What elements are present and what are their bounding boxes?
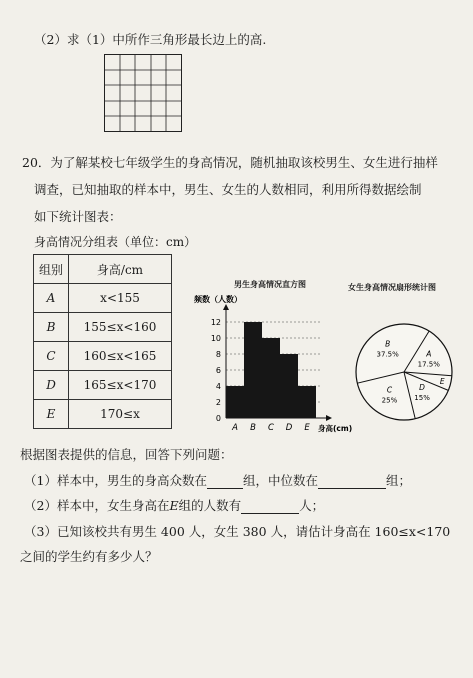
pie-slice-label-E: E — [439, 377, 445, 387]
question-3-line-2: 之间的学生约有多少人？ — [20, 549, 158, 564]
pie-slice-percent: 37.5% — [376, 350, 399, 359]
q1-text-c: 组； — [385, 473, 411, 488]
pie-slice-label-D: D — [419, 383, 425, 393]
group-cell: D — [34, 371, 69, 400]
group-cell: B — [34, 313, 69, 342]
table-header-row — [34, 255, 172, 284]
pie-slice-percent: 17.5% — [417, 360, 440, 369]
instruction-line: 根据图表提供的信息，回答下列问题： — [20, 447, 233, 462]
q1-text-a: （1）样本中，男生的身高众数在 — [24, 473, 207, 488]
range-cell: 165≤x<170 — [69, 371, 172, 400]
range-cell: 170≤x — [69, 400, 172, 429]
height-group-table — [33, 254, 172, 429]
table-row — [34, 400, 172, 429]
header-group: 组别 — [34, 255, 69, 284]
answer-blank-median[interactable] — [318, 476, 386, 489]
table-row — [34, 284, 172, 313]
question-2-line — [24, 496, 324, 514]
answer-blank-count[interactable] — [241, 501, 299, 514]
x-tick-label: E — [304, 423, 310, 433]
table-row — [34, 342, 172, 371]
q2-text-c: 组的人数有 — [178, 498, 242, 513]
range-cell: 160≤x<165 — [69, 342, 172, 371]
range-cell: 155≤x<160 — [69, 313, 172, 342]
table-row — [34, 371, 172, 400]
histogram-title: 男生身高情况直方图 — [234, 280, 306, 289]
group-cell: A — [34, 284, 69, 313]
x-tick-label: A — [232, 423, 238, 433]
header-height: 身高/cm — [69, 255, 172, 284]
q2-text-a: （2）样本中，女生身高在 — [24, 498, 170, 513]
female-height-pie — [348, 290, 460, 430]
pie-slice-percent: 25% — [381, 396, 398, 405]
y-tick-label: 8 — [215, 350, 221, 359]
histogram-ylabel: 频数（人数） — [194, 295, 242, 304]
question-20-line-1: 20．为了解某校七年级学生的身高情况，随机抽取该校男生、女生进行抽样 — [22, 155, 438, 170]
male-height-histogram — [190, 288, 360, 448]
y-tick-label: 0 — [215, 414, 221, 423]
question-3-line-1: （3）已知该校共有男生 400 人，女生 380 人，请估计身高在 160≤x<170 — [24, 524, 451, 539]
y-axis-arrow — [223, 304, 229, 310]
y-tick-label: 12 — [210, 318, 221, 327]
histogram-bar-E — [298, 386, 316, 418]
pie-slice-label-B: B — [385, 339, 391, 349]
question-1-line — [24, 471, 411, 489]
histogram-bar-A — [226, 386, 244, 418]
y-tick-label: 6 — [215, 366, 221, 375]
x-tick-label: B — [250, 423, 256, 433]
range-cell: x<155 — [69, 284, 172, 313]
question-20-line-2: 调查，已知抽取的样本中，男生、女生的人数相同，利用所得数据绘制 — [34, 182, 422, 197]
q1-text-b: 组，中位数在 — [242, 473, 318, 488]
question-2-part-2: （2）求（1）中所作三角形最长边上的高. — [34, 32, 267, 47]
group-cell: C — [34, 342, 69, 371]
group-cell: E — [34, 400, 69, 429]
histogram-xlabel: 身高(cm) — [318, 424, 353, 433]
x-tick-label: D — [285, 423, 293, 433]
table-title: 身高情况分组表（单位：cm） — [34, 235, 197, 249]
question-20-line-3: 如下统计图表： — [34, 209, 122, 224]
q2-group-e: E — [169, 498, 179, 513]
table-row — [34, 313, 172, 342]
histogram-bar-D — [280, 354, 298, 418]
y-tick-label: 10 — [210, 334, 221, 343]
histogram-bar-C — [262, 338, 280, 418]
x-tick-label: C — [268, 423, 274, 433]
y-tick-label: 4 — [215, 382, 221, 391]
q2-text-d: 人； — [299, 498, 325, 513]
answer-blank-mode[interactable] — [207, 476, 243, 489]
y-tick-label: 2 — [215, 398, 221, 407]
pie-title: 女生身高情况扇形统计图 — [348, 283, 436, 292]
square-grid — [104, 54, 182, 132]
pie-slice-percent: 15% — [414, 394, 430, 403]
pie-slice-label-A: A — [426, 349, 432, 359]
x-axis-arrow — [326, 415, 332, 421]
histogram-bar-B — [244, 322, 262, 418]
pie-slice-label-C: C — [386, 385, 393, 395]
